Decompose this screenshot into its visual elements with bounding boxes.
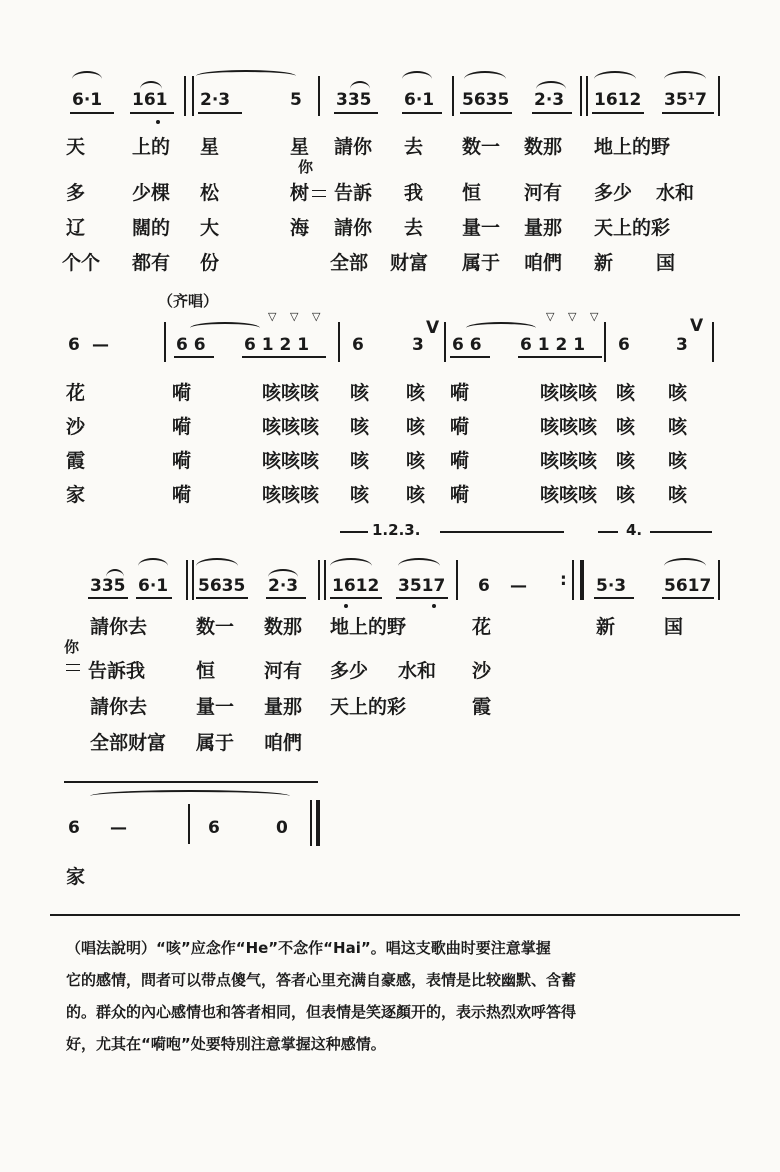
barline <box>188 804 190 844</box>
barline <box>718 560 720 600</box>
slur <box>398 558 440 566</box>
slur <box>664 558 706 566</box>
lyric: 量那 <box>524 217 563 239</box>
lyric: 数那 <box>264 616 303 638</box>
beam <box>136 597 172 599</box>
lyric: 咳 <box>350 450 370 472</box>
barline <box>324 560 326 600</box>
tie <box>196 70 296 82</box>
note: 6 <box>68 335 80 355</box>
barline <box>580 76 582 116</box>
lyric: 家 <box>66 866 86 888</box>
lyric: 咳咳咳 <box>262 484 320 506</box>
beam <box>88 597 128 599</box>
beam <box>662 597 714 599</box>
note: 6·1 <box>138 576 169 596</box>
repeat-colon: : <box>560 570 567 590</box>
lyric: 咳咳咳 <box>540 450 598 472</box>
lyric: 大 <box>200 217 220 239</box>
slur <box>138 558 168 566</box>
note-line: 的。群众的內心感情也和答者相同，但表情是笑逐顏开的，表示热烈欢呼答得 <box>66 1003 577 1021</box>
lyric: 水和 <box>398 660 437 682</box>
lyric: 去 <box>404 217 424 239</box>
lyric: 霞 <box>472 696 492 718</box>
lyric: 咳 <box>668 416 688 438</box>
lyric: 星 <box>200 136 220 158</box>
ni-connector <box>312 196 326 197</box>
ni-connector <box>66 664 80 665</box>
lyric: 咳 <box>406 382 426 404</box>
low-dot <box>156 120 160 124</box>
ending-1-label: 1.2.3. <box>372 521 421 539</box>
lyric: 咳 <box>350 484 370 506</box>
ni-connector <box>312 190 326 191</box>
barline <box>718 76 720 116</box>
lyric: 咳 <box>616 484 636 506</box>
beam <box>242 356 326 358</box>
lyric: 量那 <box>264 696 303 718</box>
barline <box>186 560 188 600</box>
note: 5635 <box>198 576 246 596</box>
lyric: 嗬 <box>172 382 192 404</box>
lyric: 我 <box>404 182 424 204</box>
lyric: 多少 <box>594 182 633 204</box>
lyric: 树 <box>290 182 310 204</box>
beam <box>330 597 382 599</box>
lyric: 請你去 <box>90 696 148 718</box>
beam <box>196 597 248 599</box>
lyric: 花 <box>472 616 492 638</box>
lyric: 量一 <box>196 696 235 718</box>
lyric: 請你 <box>334 217 373 239</box>
lyric: 請你去 <box>90 616 148 638</box>
slur <box>594 71 636 79</box>
lyric: 全部 <box>330 252 369 274</box>
lyric: 国 <box>656 252 676 274</box>
lyric: 咳咳咳 <box>262 382 320 404</box>
lyric: 咳 <box>668 484 688 506</box>
beam <box>174 356 214 358</box>
note: 6 <box>352 335 364 355</box>
beam <box>592 112 644 114</box>
lyric: 嗬 <box>450 484 470 506</box>
beam <box>334 112 378 114</box>
lyric: 咱們 <box>524 252 563 274</box>
beam <box>662 112 714 114</box>
lyric: 天上的彩 <box>330 696 407 718</box>
lyric: 咳 <box>350 382 370 404</box>
note: 6 <box>478 576 490 596</box>
note: 335 <box>90 576 126 596</box>
slur <box>536 81 566 89</box>
beam <box>198 112 242 114</box>
lyric: 天 <box>66 136 86 158</box>
barline-thick <box>580 560 584 600</box>
barline-final <box>316 800 320 846</box>
barline <box>318 560 320 600</box>
beam <box>518 356 602 358</box>
lyric: 数一 <box>462 136 501 158</box>
lyric: 嗬 <box>172 450 192 472</box>
lyric: 咳咳咳 <box>540 416 598 438</box>
lyric: 咳 <box>668 382 688 404</box>
beam <box>402 112 442 114</box>
barline <box>456 560 458 600</box>
lyric: 花 <box>66 382 86 404</box>
lyric: 咳咳咳 <box>540 484 598 506</box>
lyric: 咳咳咳 <box>262 450 320 472</box>
beam <box>450 356 490 358</box>
lyric: 咳咳咳 <box>540 382 598 404</box>
lyric: 地上的野 <box>330 616 407 638</box>
note: 6 1 2 1 <box>520 335 586 355</box>
lyric: 恒 <box>196 660 216 682</box>
note: 2·3 <box>534 90 565 110</box>
lyric: 水和 <box>656 182 695 204</box>
note: 2·3 <box>200 90 231 110</box>
volta-line <box>650 531 712 533</box>
lyric: 多少 <box>330 660 369 682</box>
beam <box>266 597 306 599</box>
lyric: 星 <box>290 136 310 158</box>
accent-icon: ▽ <box>590 310 599 323</box>
barline <box>164 322 166 362</box>
lyric: 上的 <box>132 136 171 158</box>
beam <box>532 112 572 114</box>
note: 35¹7 <box>664 90 707 110</box>
accent-icon: ▽ <box>568 310 577 323</box>
note: 6 <box>68 818 80 838</box>
lyric: 咳 <box>406 450 426 472</box>
beam <box>594 597 634 599</box>
lyric: 属于 <box>462 252 501 274</box>
ending-2-label: 4. <box>626 521 643 539</box>
rest: 0 <box>276 818 288 838</box>
lyric: 属于 <box>196 732 235 754</box>
breath-mark: V <box>426 318 440 338</box>
lyric: 少棵 <box>132 182 171 204</box>
barline <box>192 560 194 600</box>
note: 6 <box>618 335 630 355</box>
lyric: 河有 <box>524 182 563 204</box>
lyric: 去 <box>404 136 424 158</box>
lyric: 咳 <box>616 450 636 472</box>
beam <box>130 112 174 114</box>
tie <box>90 790 290 802</box>
lyric: 河有 <box>264 660 303 682</box>
barline <box>184 76 186 116</box>
lyric: 咳 <box>616 416 636 438</box>
low-dot <box>344 604 348 608</box>
lyric: 数那 <box>524 136 563 158</box>
accent-icon: ▽ <box>268 310 277 323</box>
lyric: 都有 <box>132 252 171 274</box>
lyric: 霞 <box>66 450 86 472</box>
dash: — <box>92 335 109 355</box>
lyric: 量一 <box>462 217 501 239</box>
tie-line <box>64 781 318 783</box>
barline <box>452 76 454 116</box>
lyric: 辽 <box>66 217 86 239</box>
lyric: 咳 <box>406 484 426 506</box>
slur <box>664 71 706 79</box>
breath-mark: V <box>690 316 704 336</box>
lyric: 闊的 <box>132 217 171 239</box>
tie <box>466 322 536 334</box>
lyric: 請你 <box>334 136 373 158</box>
lyric: 份 <box>200 252 220 274</box>
lyric: 告訴 <box>334 182 373 204</box>
lyric: 沙 <box>66 416 86 438</box>
lyric: 家 <box>66 484 86 506</box>
barline <box>604 322 606 362</box>
note: 1612 <box>594 90 642 110</box>
barline <box>572 560 574 600</box>
slur <box>350 81 370 89</box>
dash: — <box>110 818 127 838</box>
lyric: 地上的野 <box>594 136 671 158</box>
note: 5635 <box>462 90 510 110</box>
beam <box>460 112 512 114</box>
slur <box>402 71 432 79</box>
lyric: 嗬 <box>450 382 470 404</box>
note-line: 好，尤其在“嗬咆”处要特別注意掌握这种感情。 <box>66 1035 386 1053</box>
lyric: 咳咳咳 <box>262 416 320 438</box>
note: 5617 <box>664 576 712 596</box>
lyric: 沙 <box>472 660 492 682</box>
lyric: 个个 <box>62 252 101 274</box>
low-dot <box>432 604 436 608</box>
note: 6 1 2 1 <box>244 335 310 355</box>
lyric: 咳 <box>406 416 426 438</box>
lyric: 咳 <box>350 416 370 438</box>
accent-icon: ▽ <box>312 310 321 323</box>
barline <box>318 76 320 116</box>
lyric: 全部财富 <box>90 732 167 754</box>
lyric: 天上的彩 <box>594 217 671 239</box>
lyric: 新 <box>596 616 616 638</box>
barline <box>444 322 446 362</box>
note: 161 <box>132 90 168 110</box>
volta-line <box>598 531 618 533</box>
lyric: 嗬 <box>172 484 192 506</box>
barline <box>310 800 312 846</box>
barline <box>712 322 714 362</box>
lyric: 新 <box>594 252 614 274</box>
note: 5·3 <box>596 576 627 596</box>
note: 6·1 <box>72 90 103 110</box>
slur <box>72 71 102 79</box>
note: 1612 <box>332 576 380 596</box>
lyric: 松 <box>200 182 220 204</box>
volta-line <box>440 531 564 533</box>
lyric: 嗬 <box>450 450 470 472</box>
note: 3 <box>676 335 688 355</box>
beam <box>70 112 114 114</box>
qichang-label: （齐唱） <box>158 292 219 310</box>
lyric: 嗬 <box>450 416 470 438</box>
lyric: 恒 <box>462 182 482 204</box>
lyric: 咳 <box>616 382 636 404</box>
note: 6·1 <box>404 90 435 110</box>
note: 6 <box>208 818 220 838</box>
barline <box>586 76 588 116</box>
lyric: 咳 <box>668 450 688 472</box>
lyric: 咱們 <box>264 732 303 754</box>
dash: — <box>510 576 527 596</box>
note-line: 它的感情，問者可以带点傻气，答者心里充满自豪感，表情是比较幽默、含蓄 <box>66 971 577 989</box>
ni-label: 你 <box>298 158 314 176</box>
lyric: 嗬 <box>172 416 192 438</box>
slur <box>140 81 162 89</box>
ni-connector <box>66 670 80 671</box>
performance-note <box>66 932 716 1060</box>
note-line: （唱法說明）“咳”应念作“He”不念作“Hai”。唱这支歌曲时要注意掌握 <box>66 939 551 957</box>
ni-label: 你 <box>64 638 80 656</box>
note: 5 <box>290 90 302 110</box>
slur <box>330 558 372 566</box>
note: 335 <box>336 90 372 110</box>
accent-icon: ▽ <box>290 310 299 323</box>
accent-icon: ▽ <box>546 310 555 323</box>
note: 3 <box>412 335 424 355</box>
divider <box>50 914 740 916</box>
note: 3517 <box>398 576 446 596</box>
lyric: 多 <box>66 182 86 204</box>
slur <box>196 558 238 566</box>
barline <box>192 76 194 116</box>
note: 6 6 <box>452 335 482 355</box>
volta-line <box>340 531 368 533</box>
beam <box>396 597 448 599</box>
lyric: 告訴我 <box>88 660 146 682</box>
slur <box>464 71 506 79</box>
lyric: 数一 <box>196 616 235 638</box>
note: 6 6 <box>176 335 206 355</box>
note: 2·3 <box>268 576 299 596</box>
lyric: 海 <box>290 217 310 239</box>
barline <box>338 322 340 362</box>
tie <box>190 322 260 334</box>
lyric: 国 <box>664 616 684 638</box>
lyric: 财富 <box>390 252 429 274</box>
